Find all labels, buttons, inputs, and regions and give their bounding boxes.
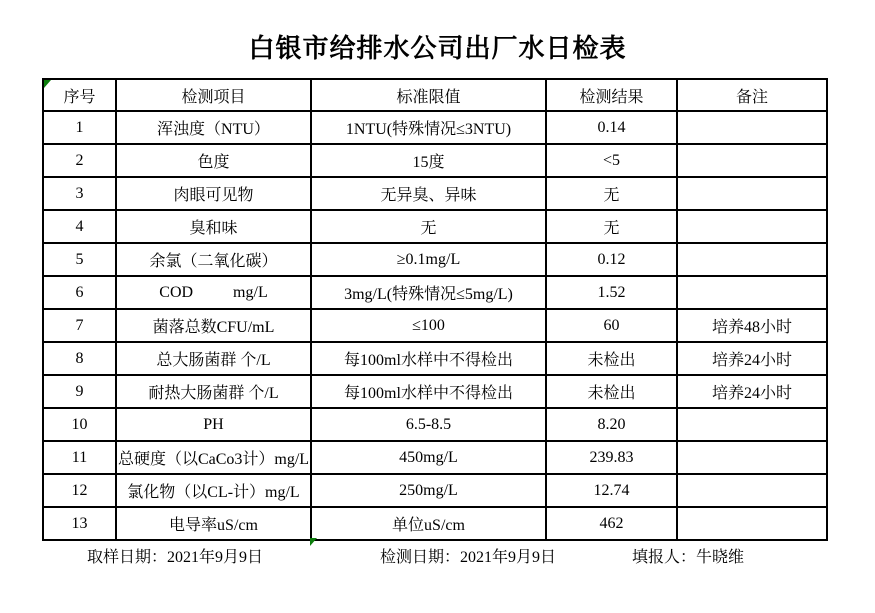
item-cell[interactable]: 总大肠菌群 个/L (116, 342, 311, 375)
standard-cell[interactable]: 无异臭、异味 (311, 177, 546, 210)
error-indicator-icon (44, 80, 51, 88)
item-cell[interactable]: 菌落总数CFU/mL (116, 309, 311, 342)
row-number-cell[interactable]: 5 (43, 243, 116, 276)
standard-cell[interactable]: 无 (311, 210, 546, 243)
item-cell[interactable]: COD mg/L (116, 276, 311, 309)
remark-cell[interactable]: 培养48小时 (677, 309, 827, 342)
standard-cell[interactable]: 每100ml水样中不得检出 (311, 375, 546, 408)
result-cell[interactable]: 60 (546, 309, 677, 342)
header-cell-no[interactable]: 序号 (43, 79, 116, 111)
header-cell-result[interactable]: 检测结果 (546, 79, 677, 111)
remark-cell[interactable] (677, 474, 827, 507)
standard-cell[interactable]: 单位uS/cm (311, 507, 546, 540)
table-row (43, 177, 827, 210)
standard-cell[interactable]: 15度 (311, 144, 546, 177)
result-cell[interactable]: 0.14 (546, 111, 677, 144)
standard-cell[interactable]: 450mg/L (311, 441, 546, 474)
table-row (43, 111, 827, 144)
row-number-cell[interactable]: 9 (43, 375, 116, 408)
remark-cell[interactable] (677, 177, 827, 210)
header-cell-standard[interactable]: 标准限值 (311, 79, 546, 111)
remark-cell[interactable] (677, 210, 827, 243)
table-row (43, 309, 827, 342)
standard-cell[interactable]: 1NTU(特殊情况≤3NTU) (311, 111, 546, 144)
table-row (43, 243, 827, 276)
remark-cell[interactable] (677, 441, 827, 474)
remark-cell[interactable] (677, 243, 827, 276)
table-row (43, 441, 827, 474)
row-number-cell[interactable]: 8 (43, 342, 116, 375)
item-cell[interactable]: 臭和味 (116, 210, 311, 243)
result-cell[interactable]: 1.52 (546, 276, 677, 309)
row-number-cell[interactable]: 13 (43, 507, 116, 540)
table-row (43, 276, 827, 309)
result-cell[interactable]: 12.74 (546, 474, 677, 507)
remark-cell[interactable] (677, 276, 827, 309)
result-cell[interactable]: 无 (546, 210, 677, 243)
remark-cell[interactable]: 培养24小时 (677, 375, 827, 408)
result-cell[interactable]: 无 (546, 177, 677, 210)
item-cell[interactable]: 余氯（二氧化碳） (116, 243, 311, 276)
row-number-cell[interactable]: 12 (43, 474, 116, 507)
standard-cell[interactable]: 每100ml水样中不得检出 (311, 342, 546, 375)
table-row (43, 144, 827, 177)
item-cell[interactable]: 耐热大肠菌群 个/L (116, 375, 311, 408)
result-cell[interactable]: 239.83 (546, 441, 677, 474)
item-cell[interactable]: PH (116, 408, 311, 441)
standard-cell[interactable]: ≤100 (311, 309, 546, 342)
standard-cell[interactable]: 6.5-8.5 (311, 408, 546, 441)
result-cell[interactable]: 未检出 (546, 375, 677, 408)
row-number-cell[interactable]: 11 (43, 441, 116, 474)
standard-cell[interactable]: 250mg/L (311, 474, 546, 507)
result-cell[interactable]: 462 (546, 507, 677, 540)
testing-date-label: 检测日期：2021年9月9日 (380, 549, 557, 566)
table-row (43, 408, 827, 441)
item-cell[interactable]: 电导率uS/cm (116, 507, 311, 540)
result-cell[interactable]: 0.12 (546, 243, 677, 276)
result-cell[interactable]: <5 (546, 144, 677, 177)
item-cell[interactable]: 氯化物（以CL-计）mg/L (116, 474, 311, 507)
reporter-label: 填报人：牛晓维 (632, 549, 745, 566)
inspection-table (42, 78, 828, 541)
table-row (43, 474, 827, 507)
page-title: 白银市给排水公司出厂水日检表 (248, 33, 627, 63)
table-row (43, 210, 827, 243)
row-number-cell[interactable]: 6 (43, 276, 116, 309)
row-number-cell[interactable]: 2 (43, 144, 116, 177)
header-cell-remark[interactable]: 备注 (677, 79, 827, 111)
remark-cell[interactable]: 培养24小时 (677, 342, 827, 375)
table-row (43, 375, 827, 408)
standard-cell[interactable]: ≥0.1mg/L (311, 243, 546, 276)
result-cell[interactable]: 未检出 (546, 342, 677, 375)
remark-cell[interactable] (677, 408, 827, 441)
table-row (43, 507, 827, 540)
item-cell[interactable]: 总硬度（以CaCo3计）mg/L (116, 441, 311, 474)
table-row (43, 342, 827, 375)
item-cell[interactable]: 肉眼可见物 (116, 177, 311, 210)
result-cell[interactable]: 8.20 (546, 408, 677, 441)
item-cell[interactable]: 色度 (116, 144, 311, 177)
row-number-cell[interactable]: 10 (43, 408, 116, 441)
header-row (43, 79, 827, 111)
row-number-cell[interactable]: 3 (43, 177, 116, 210)
remark-cell[interactable] (677, 111, 827, 144)
row-number-cell[interactable]: 4 (43, 210, 116, 243)
row-number-cell[interactable]: 1 (43, 111, 116, 144)
item-cell[interactable]: 浑浊度（NTU） (116, 111, 311, 144)
remark-cell[interactable] (677, 144, 827, 177)
row-number-cell[interactable]: 7 (43, 309, 116, 342)
remark-cell[interactable] (677, 507, 827, 540)
sampling-date-label: 取样日期：2021年9月9日 (87, 549, 264, 566)
error-indicator-icon (310, 538, 317, 546)
standard-cell[interactable]: 3mg/L(特殊情况≤5mg/L) (311, 276, 546, 309)
header-cell-item[interactable]: 检测项目 (116, 79, 311, 111)
